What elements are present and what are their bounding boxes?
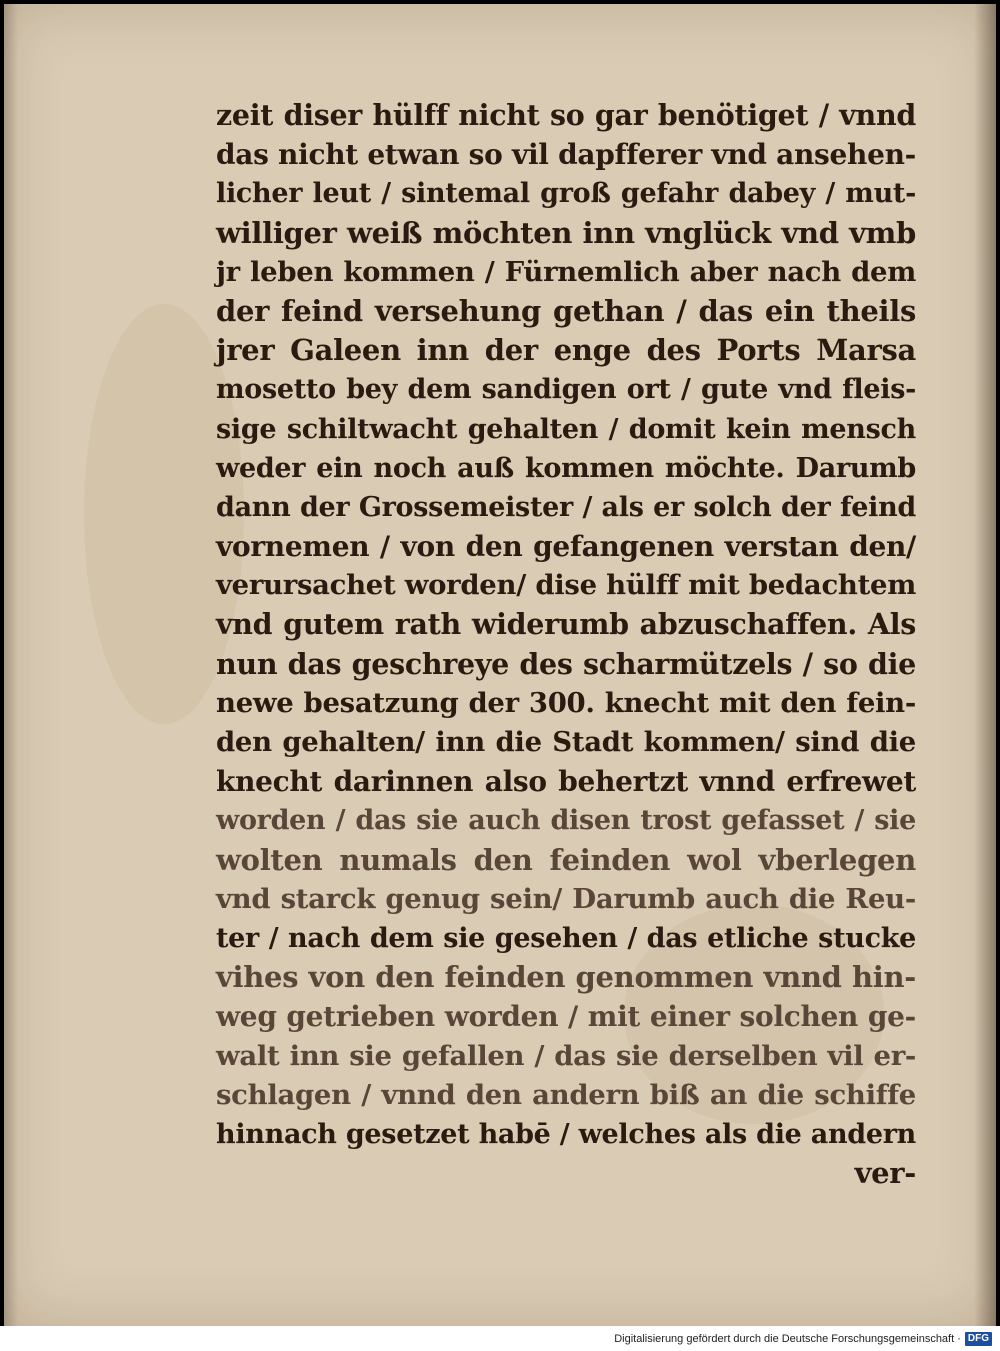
text-line: zeit diser hülff nicht so gar benötiget / vnnd	[216, 98, 916, 132]
text-line: walt inn sie gefallen / das sie derselben vil er-	[216, 1039, 916, 1072]
text-line: vnd starck genug sein/ Darumb auch die Reu-	[216, 882, 916, 915]
text-line: licher leut / sintemal groß gefahr dabey / mut-	[216, 178, 916, 210]
text-line: hinnach gesetzet habē / welches als die andern	[216, 1118, 916, 1150]
text-line: mosetto bey dem sandigen ort / gute vnd fleis-	[216, 374, 916, 406]
scanned-page	[4, 4, 996, 1326]
digitization-credit-text: Digitalisierung gefördert durch die Deutsche Forschungsgemeinschaft ·	[614, 1332, 961, 1345]
text-line: williger weiß möchten inn vnglück vnd vmb	[216, 215, 916, 250]
text-line: schlagen / vnnd den andern biß an die schiffe	[216, 1078, 916, 1111]
text-line: weder ein noch auß kommen möchte. Darumb	[216, 452, 916, 484]
text-line: knecht darinnen also behertzt vnnd erfrewet	[216, 765, 916, 799]
text-line: nun das geschreye des scharmützels / so die	[216, 646, 916, 681]
page-text-block	[216, 96, 916, 1193]
page-edge-shadow-left	[4, 4, 18, 1326]
text-line: dann der Grossemeister / als er solch der feind	[216, 491, 916, 523]
text-line: vnd gutem rath widerumb abzuschaffen. Als	[216, 607, 916, 642]
text-line: vornemen / von den gefangenen verstan den/	[216, 530, 916, 564]
text-line: jrer Galeen inn der enge des Ports Marsa	[216, 333, 916, 368]
text-line: das nicht etwan so vil dapfferer vnd ansehen-	[216, 138, 916, 172]
dfg-logo-icon: DFG	[965, 1332, 992, 1346]
catchword: ver-	[854, 1156, 916, 1191]
text-line: vihes von den feinden genommen vnnd hin-	[216, 960, 916, 995]
text-line: jr leben kommen / Fürnemlich aber nach dem	[216, 255, 916, 288]
text-line: worden / das sie auch disen trost gefasset / sie	[216, 805, 916, 837]
text-line: sige schiltwacht gehalten / domit kein mensch	[216, 413, 916, 445]
page-edge-shadow-right	[974, 4, 996, 1326]
text-line: newe besatzung der 300. knecht mit den fein-	[216, 686, 916, 719]
text-line: ter / nach dem sie gesehen / das etliche stucke	[216, 922, 916, 954]
text-line: weg getrieben worden / mit einer solchen ge-	[216, 1000, 916, 1034]
digitization-credit-bar	[0, 1326, 1000, 1351]
text-line: wolten numals den feinden wol vberlegen	[216, 842, 916, 877]
text-line: verursachet worden/ dise hülff mit bedachtem	[216, 569, 916, 602]
text-line: den gehalten/ inn die Stadt kommen/ sind die	[216, 726, 916, 758]
text-line: der feind versehung gethan / das ein theils	[216, 293, 916, 328]
